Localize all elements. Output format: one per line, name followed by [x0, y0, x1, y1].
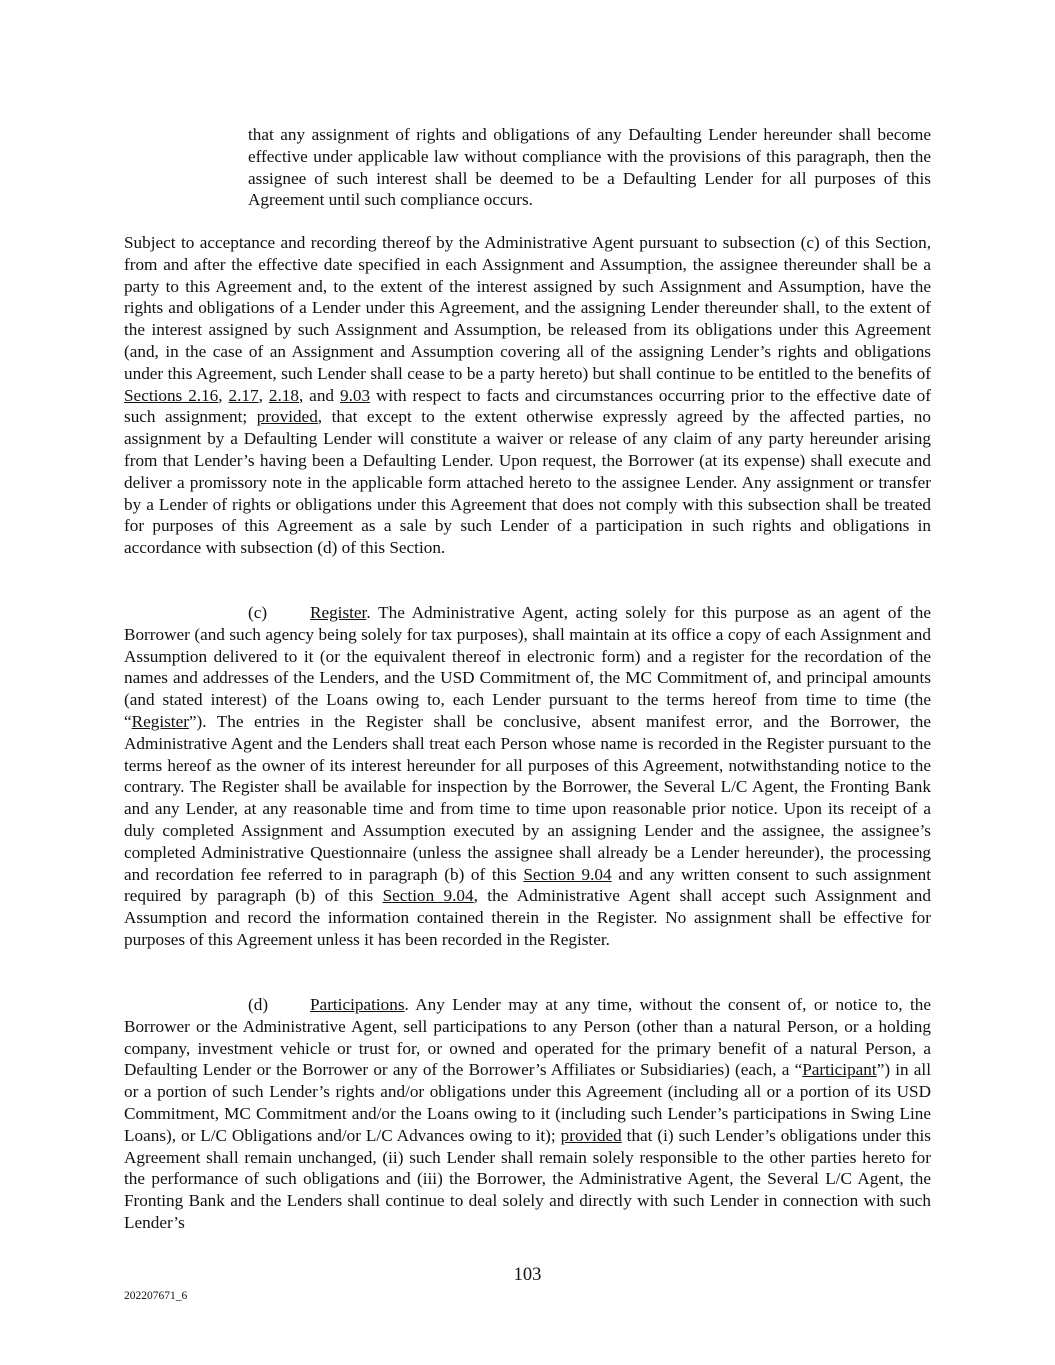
text-segment: , — [218, 385, 229, 405]
paragraph-participations — [124, 994, 931, 1234]
section-reference: 2.17 — [228, 385, 259, 405]
text-segment: that (i) such Lender’s obligations under this Agreement shall remain unchanged, (ii) such Lender shall remain solely responsible to the other parties hereto for the performance of such obligations and (iii) the Borrower, the Administrative Agent, the Several L/C Agent, the Fronting Bank and the Lenders shall continue to deal solely and directly with such Lender in connection with such Lender’s — [124, 1125, 931, 1232]
defined-term: Register — [131, 711, 189, 731]
paragraph-heading: Register — [310, 603, 367, 622]
section-reference: 9.03 — [339, 385, 371, 405]
document-id: 202207671_6 — [124, 1290, 188, 1302]
paragraph-continuation: that any assignment of rights and obligations of any Defaulting Lender hereunder shall become effective under applicable law without compliance with the provisions of this paragraph, then the assignee of such interest shall be deemed to be a Defaulting Lender for all purposes of this Agreement until such compliance occurs. — [248, 125, 931, 210]
text-segment: , that except to the extent otherwise expressly agreed by the affected parties, no assignment by a Defaulting Lender will constitute a waiver or release of any claim of any party hereunder arising from that Lender’s having been a Defaulting Lender. Upon request, the Borrower (at its expense) shall execute and deliver a promissory note in the applicable form attached hereto to the assignee Lender. Any assignment or transfer by a Lender of rights or obligations under this Agreement that does not comply with this subsection shall be treated for purposes of this Agreement as a sale by such Lender of a participation in such rights and obligations in accordance with subsection (d) of this Section. — [124, 407, 931, 558]
text-segment: ”) in all or a portion of such Lender’s rights and/or obligations under this Agreement (including all or a portion of its USD Commitment, MC Commitment and/or the Loans owing to it (including such Lender’s participations in Swing Line Loans), or L/C Obligations and/or L/C Advances owing to it); — [124, 1060, 931, 1145]
text-segment: , — [258, 385, 269, 405]
section-reference: Sections 2.16 — [124, 385, 219, 405]
text-segment: , the Administrative Agent shall accept such Assignment and Assumption and record the information contained therein in the Register. No assignment shall be effective for purposes of this Agreement unless it has been recorded in the Register. — [124, 886, 931, 949]
defined-term-provided: provided — [560, 1125, 622, 1145]
text-segment: . The Administrative Agent, acting solely for this purpose as an agent of the Borrower (and such agency being solely for tax purposes), shall maintain at its office a copy of each Assignment and Assumption delivered to it (or the equivalent thereof in electronic form) and a register for the recordation of the names and addresses of the Lenders, and the USD Commitment of, the MC Commitment of, and principal amounts (and stated interest) of the Loans owing to, each Lender pursuant to the terms hereof from time to time (the “ — [124, 603, 931, 731]
paragraph-heading: Participations — [310, 995, 405, 1014]
page-number: 103 — [513, 1265, 542, 1285]
paragraph-assignment-effect — [124, 232, 931, 559]
text-segment: with respect to facts and circumstances occurring prior to the effective date of such assignment; — [124, 385, 932, 427]
defined-term: Participant — [802, 1060, 877, 1080]
text-segment: , and — [298, 385, 340, 405]
text-segment: and any written consent to such assignment required by paragraph (b) of this — [124, 864, 931, 906]
defined-term-provided: provided — [256, 407, 318, 427]
paragraph-number: (c) — [248, 603, 268, 622]
section-reference: Section 9.04 — [523, 864, 612, 884]
text-segment: ”). The entries in the Register shall be conclusive, absent manifest error, and the Borrower, the Administrative Agent and the Lenders shall treat each Person whose name is recorded in the Register pursuant to the terms hereof as the owner of its interest hereunder for all purposes of this Agreement, notwithstanding notice to the contrary. The Register shall be available for inspection by the Borrower, the Several L/C Agent, the Fronting Bank and any Lender, at any reasonable time and from time to time upon reasonable prior notice. Upon its receipt of a duly completed Assignment and Assumption executed by an assigning Lender and the assignee, the assignee’s completed Administrative Questionnaire (unless the assignee shall already be a Lender hereunder), the processing and recordation fee referred to in paragraph (b) of this — [124, 711, 931, 884]
text-segment: . Any Lender may at any time, without the consent of, or notice to, the Borrower or the Administrative Agent, sell participations to any Person (other than a natural Person, or a holding company, investment vehicle or trust for, or owned and operated for the primary benefit of a natural Person, a Defaulting Lender or the Borrower or any of the Borrower’s Affiliates or Subsidiaries) (each, a “ — [124, 995, 931, 1080]
section-reference: Section 9.04 — [382, 886, 474, 906]
paragraph-register — [124, 602, 931, 951]
text-segment: Subject to acceptance and recording thereof by the Administrative Agent pursuant to subsection (c) of this Section, from and after the effective date specified in each Assignment and Assumption, the assignee thereunder shall be a party to this Agreement and, to the extent of the interest assigned by such Assignment and Assumption, have the rights and obligations of a Lender under this Agreement, and the assigning Lender thereunder shall, to the extent of the interest assigned by such Assignment and Assumption, be released from its obligations under this Agreement (and, in the case of an Assignment and Assumption covering all of the assigning Lender’s rights and obligations under this Agreement, such Lender shall cease to be a party hereto) but shall continue to be entitled to the benefits of — [124, 233, 931, 383]
paragraph-number: (d) — [248, 995, 269, 1014]
section-reference: 2.18 — [268, 385, 299, 405]
